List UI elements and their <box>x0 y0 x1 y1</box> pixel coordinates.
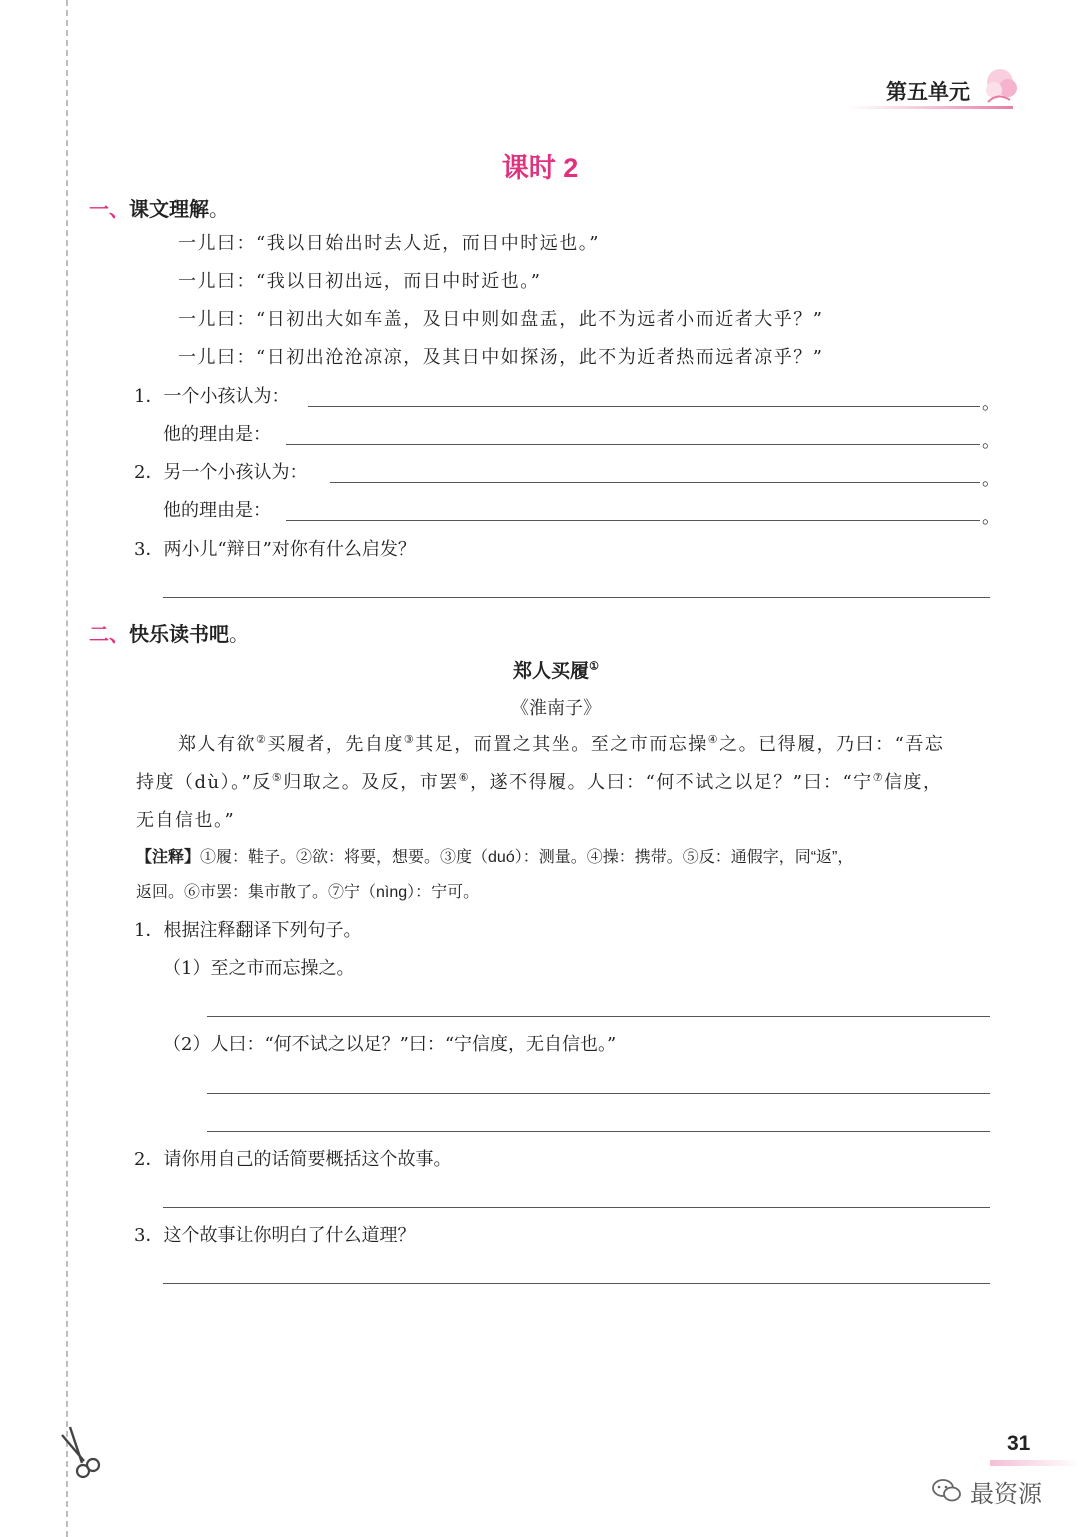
answer-blank[interactable] <box>207 1131 990 1132</box>
unit-header <box>848 70 1018 114</box>
answer-blank[interactable] <box>163 597 990 598</box>
answer-blank[interactable] <box>286 520 980 521</box>
story-text: 买履者，先自度 <box>267 734 404 755</box>
answer-blank[interactable] <box>330 482 980 483</box>
story-text: ，遂不得履。人曰：“何不试之以足？”曰：“宁 <box>470 772 873 793</box>
notes-line: 返回。⑥市罢：集市散了。⑦宁（nìng）：宁可。 <box>136 884 480 901</box>
unit-title: 第五单元 <box>886 81 970 104</box>
story-text: 其足，而置之其坐。至之市而忘操 <box>415 734 708 755</box>
scissors-icon <box>56 1425 106 1485</box>
story-text: 持度（dù）。”反 <box>136 772 272 793</box>
footnote-mark: ⑥ <box>458 771 471 784</box>
footnote-mark: ④ <box>707 733 720 746</box>
answer-blank[interactable] <box>163 1207 990 1208</box>
answer-blank[interactable] <box>308 406 980 407</box>
story-line <box>178 732 944 758</box>
footnote-mark: ⑦ <box>872 771 885 784</box>
section-period: 。 <box>209 199 229 221</box>
story-source: 《淮南子》 <box>511 698 601 719</box>
section-title: 课文理解 <box>129 199 209 221</box>
story-title-text: 郑人买履 <box>513 661 590 682</box>
sub-question-2: （2）人曰：“何不试之以足？”曰：“宁信度，无自信也。” <box>163 1034 617 1055</box>
footnote-mark: ① <box>589 660 599 673</box>
notes-line <box>136 846 853 870</box>
story-line <box>136 770 943 796</box>
lesson-title: 课时 2 <box>501 153 579 183</box>
page-number: 31 <box>1007 1432 1031 1455</box>
sub-question-1: （1）至之市而忘操之。 <box>163 958 355 979</box>
passage-line: 一儿曰：“我以日初出远，而日中时近也。” <box>178 271 542 292</box>
section-number: 二、 <box>89 624 129 646</box>
section-period: 。 <box>229 624 249 646</box>
footnote-mark: ③ <box>403 733 416 746</box>
story-text: 信度， <box>884 772 943 793</box>
footnote-mark: ② <box>256 733 268 746</box>
question-3: 3．两小儿“辩日”对你有什么启发？ <box>134 539 416 560</box>
story-text: 之。已得履，乃曰：“吾忘 <box>719 734 945 755</box>
section-title: 快乐读书吧 <box>129 624 229 646</box>
page-number-bar <box>990 1460 1080 1466</box>
question-3: 3．这个故事让你明白了什么道理？ <box>134 1225 416 1246</box>
chat-bubble-icon <box>932 1478 962 1504</box>
flower-decoration-icon <box>976 62 1022 108</box>
answer-blank[interactable] <box>163 1283 990 1284</box>
story-text: 归取之。及反，市罢 <box>283 772 459 793</box>
end-mark: 。 <box>982 431 1000 452</box>
passage-line: 一儿曰：“我以日始出时去人近，而日中时远也。” <box>178 233 600 254</box>
watermark <box>932 1474 1042 1508</box>
end-mark: 。 <box>982 507 1000 528</box>
story-title <box>0 656 1080 683</box>
cut-line <box>66 0 68 1537</box>
notes-text: ①履：鞋子。②欲：将要，想要。③度（duó）：测量。④操：携带。⑤反：通假字，同“返”， <box>200 849 854 866</box>
notes-label: 【注释】 <box>136 849 201 866</box>
section-number: 一、 <box>89 199 129 221</box>
question-2: 2．另一个小孩认为： <box>134 462 308 483</box>
question-1: 1．根据注释翻译下列句子。 <box>134 920 362 941</box>
question-2: 2．请你用自己的话简要概括这个故事。 <box>134 1149 452 1170</box>
question-1: 1．一个小孩认为： <box>134 386 290 407</box>
watermark-text: 最资源 <box>970 1479 1042 1508</box>
question-1-reason: 他的理由是： <box>163 424 271 445</box>
footnote-mark: ⑤ <box>271 771 284 784</box>
answer-blank[interactable] <box>286 444 980 445</box>
question-2-reason: 他的理由是： <box>163 500 271 521</box>
story-line: 无自信也。” <box>136 810 236 831</box>
end-mark: 。 <box>982 469 1000 490</box>
section-2-heading <box>89 618 249 647</box>
passage-line: 一儿曰：“日初出大如车盖，及日中则如盘盂，此不为远者小而近者大乎？” <box>178 309 824 330</box>
section-1-heading <box>89 193 229 222</box>
story-text: 郑人有欲 <box>178 734 256 755</box>
answer-blank[interactable] <box>207 1093 990 1094</box>
answer-blank[interactable] <box>207 1016 990 1017</box>
passage-line: 一儿曰：“日初出沧沧凉凉，及其日中如探汤，此不为近者热而远者凉乎？” <box>178 347 824 368</box>
end-mark: 。 <box>982 393 1000 414</box>
